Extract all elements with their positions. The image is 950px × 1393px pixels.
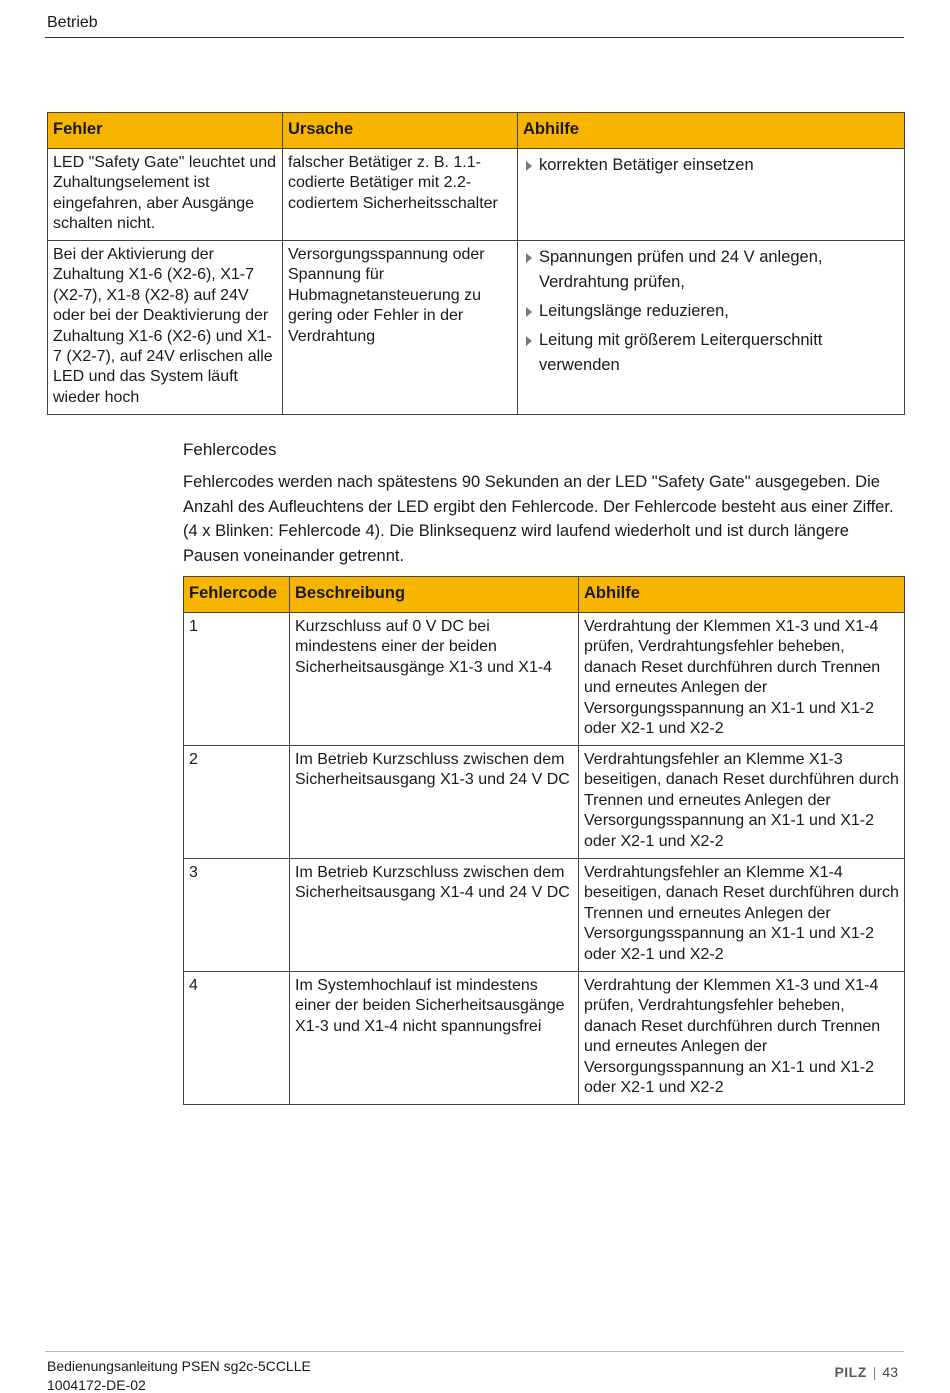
cell-beschreibung: Im Betrieb Kurzschluss zwischen dem Sicherheitsausgang X1-3 und 24 V DC — [290, 746, 579, 859]
list-item: korrekten Betätiger einsetzen — [523, 153, 899, 178]
code-table-header-row — [184, 577, 905, 613]
footer-page-info — [834, 1364, 898, 1380]
cell-fehler: Bei der Aktivierung der Zuhaltung X1-6 (X2-6), X1-7 (X2-7), X1-8 (X2-8) auf 24V oder bei der Deaktivierung der Zuhaltung X1-6 (X2-6) und X1-7 (X2-7), auf 24V erlischen alle LED und das System läuft wieder hoch — [48, 241, 283, 415]
list-item: Spannungen prüfen und 24 V anlegen, Verdrahtung prüfen, — [523, 245, 899, 295]
error-code-table — [183, 576, 905, 1105]
cell-ursache: Versorgungsspannung oder Spannung für Hubmagnetansteuerung zu gering oder Fehler in der Verdrahtung — [283, 241, 518, 415]
table-row — [48, 149, 905, 241]
header-rule — [45, 37, 904, 38]
table-row — [184, 859, 905, 972]
table-row — [184, 746, 905, 859]
col-header-beschreibung: Beschreibung — [290, 577, 579, 613]
list-item: Leitungslänge reduzieren, — [523, 299, 899, 324]
col-header-abhilfe: Abhilfe — [579, 577, 905, 613]
cell-code: 4 — [184, 972, 290, 1105]
list-item: Leitung mit größerem Leiterquerschnitt verwenden — [523, 328, 899, 378]
col-header-ursache: Ursache — [283, 113, 518, 149]
remedy-list — [523, 245, 899, 378]
col-header-fehlercode: Fehlercode — [184, 577, 290, 613]
col-header-fehler: Fehler — [48, 113, 283, 149]
arrow-right-icon — [526, 161, 532, 171]
cell-code: 2 — [184, 746, 290, 859]
cell-beschreibung: Im Betrieb Kurzschluss zwischen dem Sicherheitsausgang X1-4 und 24 V DC — [290, 859, 579, 972]
remedy-list — [523, 153, 899, 178]
section-heading: Fehlercodes — [183, 440, 277, 459]
cell-beschreibung: Im Systemhochlauf ist mindestens einer der beiden Sicherheitsausgänge X1-3 und X1-4 nicht spannungsfrei — [290, 972, 579, 1105]
cell-abhilfe — [518, 149, 905, 241]
error-table-header-row — [48, 113, 905, 149]
cell-beschreibung: Kurzschluss auf 0 V DC bei mindestens einer der beiden Sicherheitsausgänge X1-3 und X1-4 — [290, 613, 579, 746]
section-paragraph: Fehlercodes werden nach spätestens 90 Sekunden an der LED "Safety Gate" ausgegeben. Die Anzahl des Aufleuchtens der LED ergibt den Fehlercode. Der Fehlercode besteht aus einer Ziffer. (4 x Blinken: Fehlercode 4). Die Blinksequenz wird laufend wiederholt und ist durch längere Pausen voneinander getrennt. — [183, 473, 894, 565]
cell-abhilfe: Verdrahtung der Klemmen X1-3 und X1-4 prüfen, Verdrahtungsfehler beheben, danach Reset durchführen durch Trennen und erneutes Anlegen der Versorgungsspannung an X1-1 und X1-2 oder X2-1 und X2-2 — [579, 972, 905, 1105]
col-header-abhilfe: Abhilfe — [518, 113, 905, 149]
table-row — [184, 613, 905, 746]
arrow-right-icon — [526, 336, 532, 346]
cell-code: 1 — [184, 613, 290, 746]
pilz-logo: PILZ — [834, 1364, 867, 1380]
error-table — [47, 112, 905, 415]
table-row — [184, 972, 905, 1105]
cell-abhilfe: Verdrahtungsfehler an Klemme X1-4 beseitigen, danach Reset durchführen durch Trennen und erneutes Anlegen der Versorgungsspannung an X1-1 und X1-2 oder X2-1 und X2-2 — [579, 859, 905, 972]
cell-abhilfe — [518, 241, 905, 415]
table-row — [48, 241, 905, 415]
arrow-right-icon — [526, 307, 532, 317]
footer-doc-number: 1004172-DE-02 — [47, 1377, 146, 1393]
page-number: 43 — [882, 1364, 898, 1380]
footer-rule — [45, 1351, 904, 1352]
page-header-title: Betrieb — [47, 14, 98, 31]
cell-abhilfe: Verdrahtungsfehler an Klemme X1-3 beseitigen, danach Reset durchführen durch Trennen und erneutes Anlegen der Versorgungsspannung an X1-1 und X1-2 oder X2-1 und X2-2 — [579, 746, 905, 859]
cell-ursache: falscher Betätiger z. B. 1.1-codierte Betätiger mit 2.2-codiertem Sicherheitsschalter — [283, 149, 518, 241]
cell-code: 3 — [184, 859, 290, 972]
cell-abhilfe: Verdrahtung der Klemmen X1-3 und X1-4 prüfen, Verdrahtungsfehler beheben, danach Reset durchführen durch Trennen und erneutes Anlegen der Versorgungsspannung an X1-1 und X1-2 oder X2-1 und X2-2 — [579, 613, 905, 746]
footer-separator: | — [872, 1364, 877, 1380]
footer-doc-title: Bedienungsanleitung PSEN sg2c-5CCLLE — [47, 1358, 311, 1374]
cell-fehler: LED "Safety Gate" leuchtet und Zuhaltungselement ist eingefahren, aber Ausgänge schalten nicht. — [48, 149, 283, 241]
arrow-right-icon — [526, 253, 532, 263]
